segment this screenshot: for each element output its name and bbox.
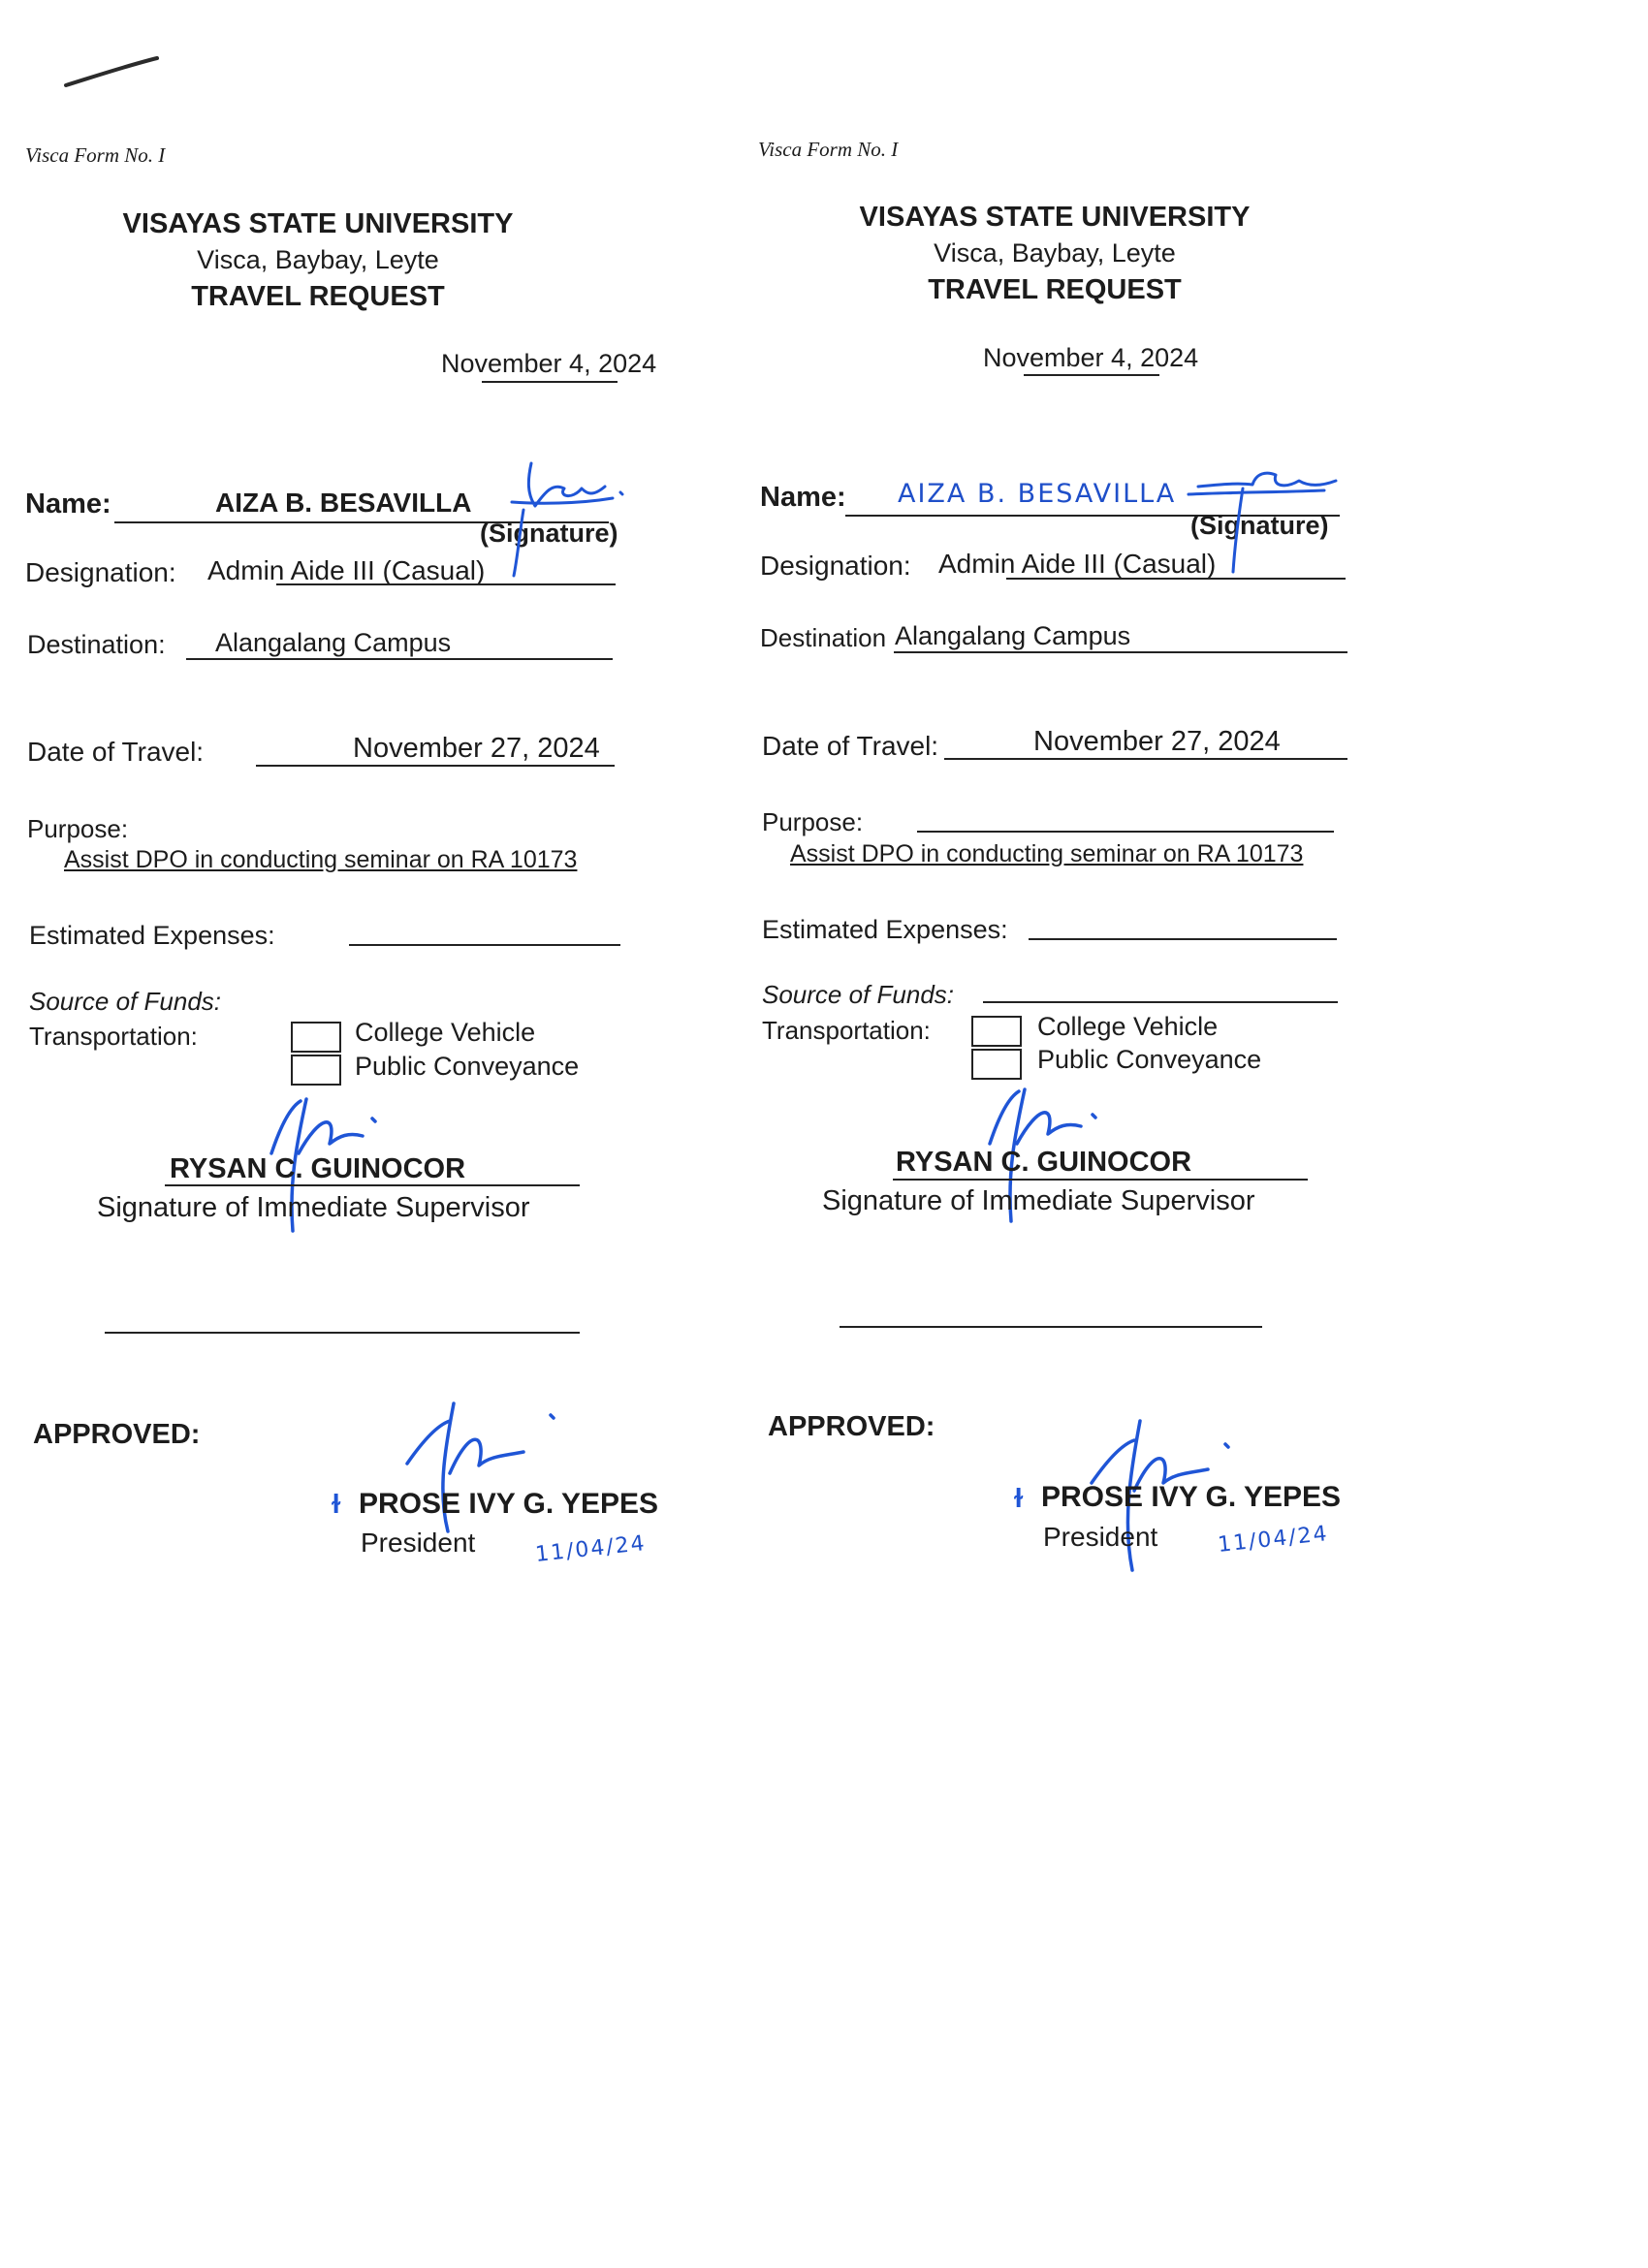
estimated-expenses-label: Estimated Expenses: bbox=[29, 921, 275, 950]
purpose-value: Assist DPO in conducting seminar on RA 10173 bbox=[64, 846, 578, 873]
public-conveyance-checkbox[interactable] bbox=[291, 1055, 341, 1086]
supervisor-name: RYSAN C. GUINOCOR bbox=[896, 1147, 1192, 1178]
travel-request-form-left bbox=[0, 0, 737, 1648]
purpose-label: Purpose: bbox=[27, 814, 129, 843]
estimated-expenses-field[interactable] bbox=[1029, 938, 1337, 940]
request-date: November 4, 2024 bbox=[983, 343, 1199, 372]
approval-date-note: 11/04/24 bbox=[534, 1531, 648, 1567]
president-title: President bbox=[1043, 1522, 1158, 1552]
designation-line bbox=[276, 583, 616, 585]
applicant-signature bbox=[485, 456, 630, 582]
supervisor-line bbox=[165, 1184, 580, 1186]
university-address: Visca, Baybay, Leyte bbox=[197, 245, 439, 274]
source-of-funds-label: Source of Funds: bbox=[762, 980, 954, 1009]
college-vehicle-checkbox[interactable] bbox=[291, 1022, 341, 1053]
public-conveyance-label: Public Conveyance bbox=[1037, 1045, 1262, 1074]
date-of-travel-value: November 27, 2024 bbox=[353, 733, 600, 764]
initial-mark: ɫ bbox=[1014, 1483, 1024, 1513]
estimated-expenses-field[interactable] bbox=[349, 944, 620, 946]
signature-label: (Signature) bbox=[480, 519, 618, 548]
source-of-funds-field[interactable] bbox=[983, 1001, 1338, 1003]
blank-signature-line bbox=[840, 1326, 1262, 1328]
travel-request-form-right bbox=[733, 0, 1470, 1648]
name-label: Name: bbox=[25, 488, 111, 520]
university-name: VISAYAS STATE UNIVERSITY bbox=[859, 202, 1251, 233]
president-name: PROSE IVY G. YEPES bbox=[359, 1488, 659, 1520]
destination-value: Alangalang Campus bbox=[895, 621, 1131, 650]
blank-signature-line bbox=[105, 1332, 580, 1334]
college-vehicle-label: College Vehicle bbox=[355, 1018, 536, 1047]
designation-line bbox=[1006, 578, 1346, 580]
date-of-travel-value: November 27, 2024 bbox=[1033, 726, 1281, 757]
initial-mark: ɫ bbox=[332, 1489, 341, 1519]
approval-date-note: 11/04/24 bbox=[1217, 1522, 1330, 1558]
destination-value: Alangalang Campus bbox=[215, 628, 452, 657]
public-conveyance-label: Public Conveyance bbox=[355, 1052, 580, 1081]
university-address: Visca, Baybay, Leyte bbox=[934, 238, 1176, 268]
date-of-travel-label: Date of Travel: bbox=[762, 731, 939, 761]
supervisor-caption: Signature of Immediate Supervisor bbox=[822, 1185, 1255, 1216]
approved-label: APPROVED: bbox=[33, 1419, 201, 1450]
destination-line bbox=[894, 651, 1347, 653]
destination-line bbox=[186, 658, 613, 660]
designation-value: Admin Aide III (Casual) bbox=[938, 549, 1217, 579]
transportation-label: Transportation: bbox=[762, 1016, 931, 1045]
purpose-label: Purpose: bbox=[762, 807, 864, 836]
supervisor-name: RYSAN C. GUINOCOR bbox=[170, 1153, 466, 1184]
designation-label: Designation: bbox=[25, 557, 176, 587]
pen-stroke-mark bbox=[58, 48, 174, 97]
university-name: VISAYAS STATE UNIVERSITY bbox=[122, 208, 514, 239]
supervisor-line bbox=[893, 1179, 1308, 1181]
purpose-value: Assist DPO in conducting seminar on RA 10173 bbox=[790, 840, 1304, 867]
president-name: PROSE IVY G. YEPES bbox=[1041, 1481, 1342, 1513]
date-of-travel-label: Date of Travel: bbox=[27, 737, 205, 767]
form-number: Visca Form No. I bbox=[25, 143, 166, 167]
transportation-label: Transportation: bbox=[29, 1022, 198, 1051]
form-number: Visca Form No. I bbox=[758, 138, 899, 161]
destination-label: Destination bbox=[760, 623, 887, 652]
name-value-handwritten: AIZA B. BESAVILLA bbox=[898, 479, 1177, 509]
date-underline bbox=[482, 381, 618, 383]
form-title: TRAVEL REQUEST bbox=[191, 281, 445, 312]
destination-label: Destination: bbox=[27, 630, 166, 659]
name-label: Name: bbox=[760, 482, 846, 513]
signature-label: (Signature) bbox=[1190, 511, 1329, 540]
date-of-travel-line bbox=[944, 758, 1347, 760]
college-vehicle-checkbox[interactable] bbox=[971, 1016, 1022, 1047]
approved-label: APPROVED: bbox=[768, 1411, 935, 1442]
source-of-funds-label: Source of Funds: bbox=[29, 987, 221, 1016]
form-title: TRAVEL REQUEST bbox=[928, 274, 1182, 305]
president-title: President bbox=[361, 1528, 476, 1558]
college-vehicle-label: College Vehicle bbox=[1037, 1012, 1219, 1041]
date-of-travel-line bbox=[256, 765, 615, 767]
designation-label: Designation: bbox=[760, 551, 911, 581]
request-date: November 4, 2024 bbox=[441, 349, 657, 378]
name-value: AIZA B. BESAVILLA bbox=[215, 488, 472, 518]
date-underline bbox=[1024, 374, 1159, 376]
purpose-line bbox=[917, 831, 1334, 833]
supervisor-caption: Signature of Immediate Supervisor bbox=[97, 1192, 530, 1223]
designation-value: Admin Aide III (Casual) bbox=[207, 555, 486, 585]
estimated-expenses-label: Estimated Expenses: bbox=[762, 915, 1008, 944]
